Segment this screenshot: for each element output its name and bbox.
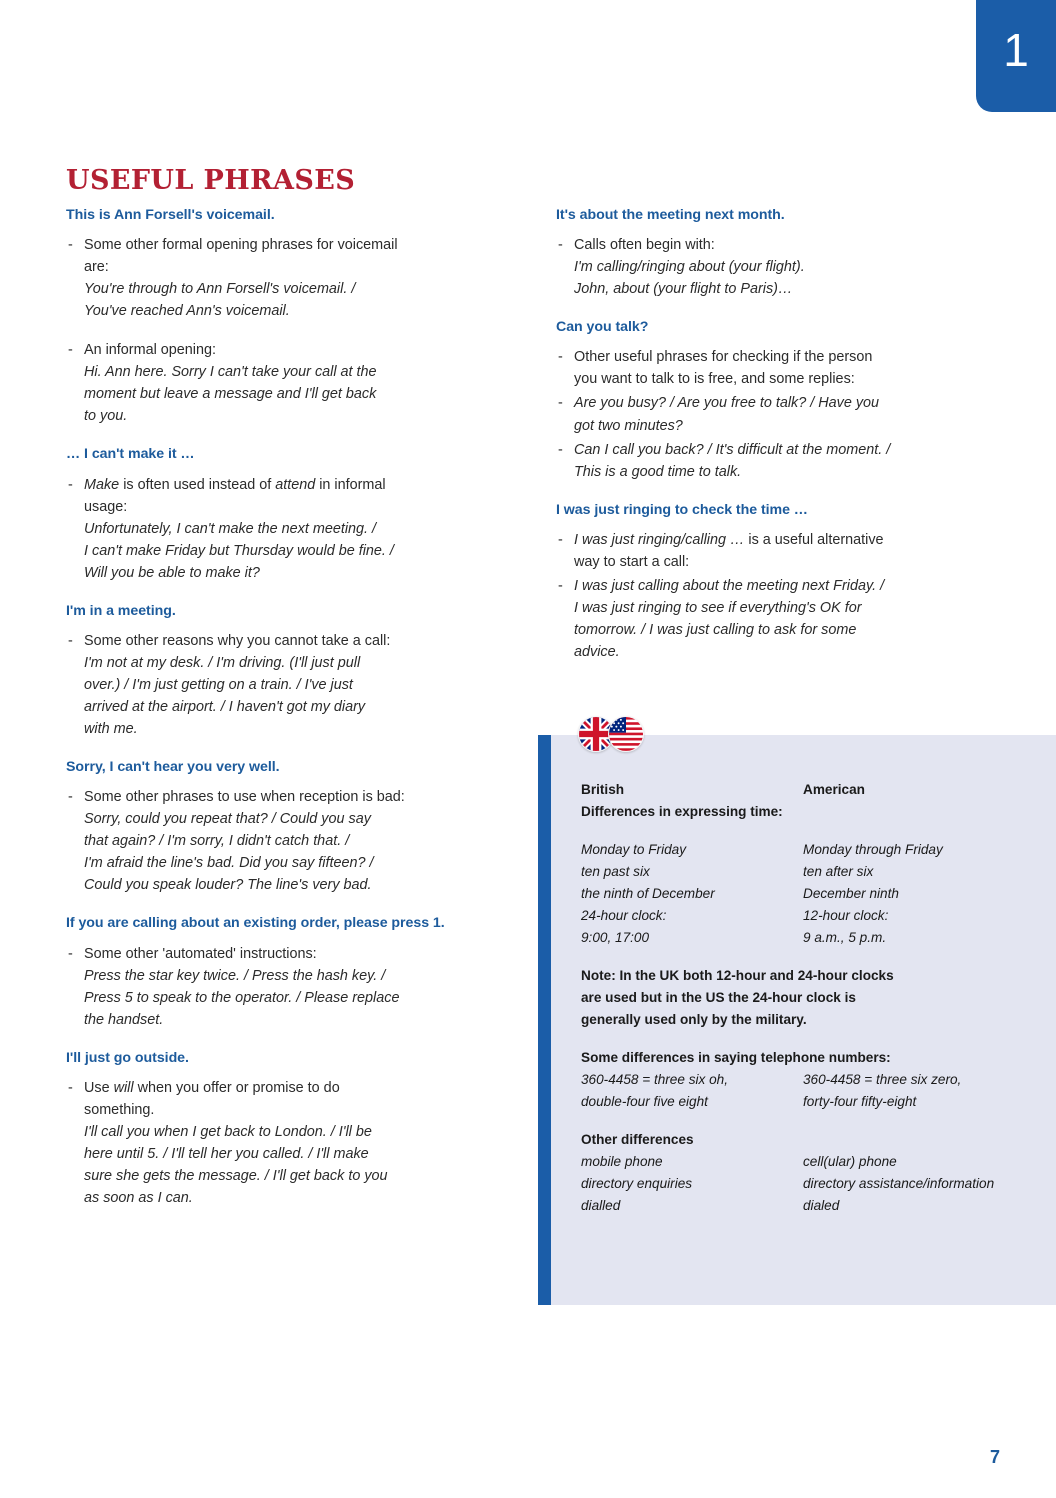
section-heading: Can you talk? bbox=[556, 319, 649, 336]
text-line: Can I call you back? / It's difficult at the moment. / bbox=[574, 441, 891, 458]
item-text bbox=[574, 439, 989, 483]
list-item bbox=[66, 339, 499, 427]
note-line: Note: In the UK both 12-hour and 24-hour clocks bbox=[581, 967, 894, 983]
text-line: Hi. Ann here. Sorry I can't take your call at the bbox=[84, 364, 377, 381]
list-item bbox=[66, 474, 499, 584]
page-title: USEFUL PHRASES bbox=[66, 165, 356, 197]
text-line: advice. bbox=[574, 643, 620, 660]
content-section bbox=[66, 205, 499, 322]
text-line: Some other reasons why you cannot take a call: bbox=[84, 632, 391, 649]
section-heading: Sorry, I can't hear you very well. bbox=[66, 759, 280, 776]
page-number: 7 bbox=[989, 1447, 1000, 1467]
american-time-value: 9 a.m., 5 p.m. bbox=[803, 929, 887, 945]
text-line: I'm calling/ringing about (your flight). bbox=[574, 259, 805, 276]
comparison-row bbox=[581, 883, 1038, 905]
item-text bbox=[84, 339, 499, 427]
phrase-list bbox=[556, 346, 989, 482]
british-time-value: ten past six bbox=[581, 863, 650, 879]
text-line: Other useful phrases for checking if the person bbox=[574, 349, 873, 366]
text-line: that again? / I'm sorry, I didn't catch that. / bbox=[84, 833, 350, 850]
text-line: Some other phrases to use when reception is bad: bbox=[84, 789, 405, 806]
comparison-row bbox=[581, 927, 1038, 949]
phrase-list bbox=[66, 630, 499, 740]
list-item bbox=[556, 575, 989, 663]
phrase-list bbox=[66, 339, 499, 427]
text-line: I was just ringing/calling … is a useful alternative bbox=[574, 531, 884, 548]
content-section bbox=[66, 601, 499, 740]
left-column bbox=[66, 205, 499, 1209]
dash-bullet-icon: - bbox=[68, 476, 73, 493]
item-text bbox=[84, 1077, 499, 1209]
british-term: dialled bbox=[581, 1197, 621, 1213]
text-line: I'm not at my desk. / I'm driving. (I'll just pull bbox=[84, 654, 361, 671]
british-phone-value: double-four five eight bbox=[581, 1093, 708, 1109]
text-line: Some other formal opening phrases for voicemail bbox=[84, 237, 398, 254]
unit-number-tab bbox=[976, 0, 1056, 112]
text-line: Will you be able to make it? bbox=[84, 564, 260, 581]
note-line: are used but in the US the 24-hour clock is bbox=[581, 989, 856, 1005]
phrase-list bbox=[66, 234, 499, 322]
comparison-row bbox=[581, 861, 1038, 883]
content-section bbox=[66, 444, 499, 583]
american-time-value: December ninth bbox=[803, 885, 899, 901]
dash-bullet-icon: - bbox=[68, 237, 73, 254]
list-item bbox=[556, 392, 989, 436]
list-item bbox=[66, 943, 499, 1031]
content-section bbox=[66, 913, 499, 1030]
item-text bbox=[84, 630, 499, 740]
text-line: Sorry, could you repeat that? / Could you say bbox=[84, 811, 371, 828]
british-term: directory enquiries bbox=[581, 1175, 693, 1191]
section-heading: If you are calling about an existing order, please press 1. bbox=[66, 915, 445, 932]
text-line: Could you speak louder? The line's very bad. bbox=[84, 877, 372, 894]
text-line: Press the star key twice. / Press the hash key. / bbox=[84, 967, 386, 984]
text-line: I can't make Friday but Thursday would be fine. / bbox=[84, 542, 394, 559]
dash-bullet-icon: - bbox=[68, 342, 73, 359]
section-heading: I'm in a meeting. bbox=[66, 602, 176, 619]
content-section bbox=[556, 317, 989, 482]
list-item bbox=[556, 346, 989, 390]
text-line: over.) / I'm just getting on a train. / I've just bbox=[84, 676, 353, 693]
list-item bbox=[556, 529, 989, 573]
british-time-value: the ninth of December bbox=[581, 885, 715, 901]
list-item bbox=[66, 234, 499, 322]
text-line: something. bbox=[84, 1101, 155, 1118]
dash-bullet-icon: - bbox=[558, 395, 563, 412]
section-heading: This is Ann Forsell's voicemail. bbox=[66, 207, 275, 223]
unit-number-label: 1 bbox=[1003, 24, 1029, 76]
comparison-row bbox=[581, 1091, 1038, 1113]
item-text bbox=[84, 234, 499, 322]
list-item bbox=[556, 439, 989, 483]
text-line: Make is often used instead of attend in informal bbox=[84, 476, 386, 493]
dash-bullet-icon: - bbox=[68, 789, 73, 806]
dash-bullet-icon: - bbox=[68, 945, 73, 962]
text-line: as soon as I can. bbox=[84, 1189, 193, 1206]
spacer bbox=[581, 1113, 1038, 1129]
british-time-value: 9:00, 17:00 bbox=[581, 929, 650, 945]
time-differences-title: Differences in expressing time: bbox=[581, 803, 783, 819]
comparison-row bbox=[581, 905, 1038, 927]
phrase-list bbox=[66, 943, 499, 1031]
dash-bullet-icon: - bbox=[558, 349, 563, 366]
american-time-value: Monday through Friday bbox=[803, 841, 943, 857]
text-line: An informal opening: bbox=[84, 342, 216, 359]
american-phone-value: forty-four fifty-eight bbox=[803, 1093, 917, 1109]
british-phone-value: 360-4458 = three six oh, bbox=[581, 1071, 728, 1087]
spacer bbox=[581, 1031, 1038, 1047]
british-column-header: British bbox=[581, 782, 625, 797]
content-section bbox=[66, 757, 499, 896]
text-line: you want to talk to is free, and some replies: bbox=[574, 371, 855, 388]
text-line: sure she gets the message. / I'll get back to you bbox=[84, 1167, 388, 1184]
text-line: I'll call you when I get back to London. / I'll be bbox=[84, 1123, 372, 1140]
section-heading: I was just ringing to check the time … bbox=[556, 501, 808, 518]
flag-badges bbox=[578, 716, 648, 752]
phrase-list bbox=[556, 529, 989, 663]
american-time-value: 12-hour clock: bbox=[803, 907, 889, 923]
text-line: Calls often begin with: bbox=[574, 237, 715, 254]
american-term: cell(ular) phone bbox=[803, 1153, 897, 1169]
british-time-value: 24-hour clock: bbox=[581, 907, 667, 923]
comparison-row bbox=[581, 779, 1038, 801]
item-text bbox=[84, 474, 499, 584]
american-column-header: American bbox=[803, 782, 865, 797]
american-phone-value: 360-4458 = three six zero, bbox=[803, 1071, 962, 1087]
phrase-list bbox=[66, 474, 499, 584]
content-section bbox=[556, 205, 989, 300]
text-line: Use will when you offer or promise to do bbox=[84, 1079, 340, 1096]
phrase-list bbox=[66, 1077, 499, 1209]
content-section bbox=[66, 1048, 499, 1209]
note-line: generally used only by the military. bbox=[581, 1011, 807, 1027]
british-time-value: Monday to Friday bbox=[581, 841, 687, 857]
american-term: directory assistance/information bbox=[803, 1175, 995, 1191]
dash-bullet-icon: - bbox=[68, 1079, 73, 1096]
text-line: way to start a call: bbox=[574, 553, 690, 570]
phrase-list bbox=[556, 234, 989, 300]
item-text bbox=[574, 234, 989, 300]
text-line: arrived at the airport. / I haven't got my diary bbox=[84, 698, 366, 715]
section-heading: … I can't make it … bbox=[66, 446, 195, 463]
other-differences-title: Other differences bbox=[581, 1131, 694, 1147]
dash-bullet-icon: - bbox=[558, 237, 563, 254]
text-line: John, about (your flight to Paris)… bbox=[574, 281, 793, 298]
text-line: usage: bbox=[84, 498, 128, 515]
item-text bbox=[84, 943, 499, 1031]
british-american-info-box bbox=[538, 735, 1056, 1305]
dash-bullet-icon: - bbox=[558, 577, 563, 594]
dash-bullet-icon: - bbox=[68, 632, 73, 649]
text-line: I'm afraid the line's bad. Did you say fifteen? / bbox=[84, 855, 374, 872]
text-line: here until 5. / I'll tell her you called. / I'll make bbox=[84, 1145, 369, 1162]
dash-bullet-icon: - bbox=[558, 531, 563, 548]
british-term: mobile phone bbox=[581, 1153, 663, 1169]
item-text bbox=[84, 786, 499, 896]
text-line: I was just calling about the meeting next Friday. / bbox=[574, 577, 885, 594]
text-line: This is a good time to talk. bbox=[574, 463, 742, 480]
dash-bullet-icon: - bbox=[558, 441, 563, 458]
item-text bbox=[574, 575, 989, 663]
phone-numbers-title: Some differences in saying telephone numbers: bbox=[581, 1049, 891, 1065]
text-line: Press 5 to speak to the operator. / Please replace bbox=[84, 989, 400, 1006]
american-term: dialed bbox=[803, 1197, 840, 1213]
comparison-row bbox=[581, 1173, 1038, 1195]
item-text bbox=[574, 392, 989, 436]
item-text bbox=[574, 529, 989, 573]
content-section bbox=[556, 500, 989, 663]
list-item bbox=[66, 630, 499, 740]
section-heading: I'll just go outside. bbox=[66, 1049, 189, 1066]
text-line: the handset. bbox=[84, 1011, 164, 1028]
us-flag-icon bbox=[608, 716, 644, 752]
text-line: moment but leave a message and I'll get back bbox=[84, 386, 377, 403]
text-line: You've reached Ann's voicemail. bbox=[84, 303, 290, 320]
text-line: tomorrow. / I was just calling to ask for some bbox=[574, 621, 857, 638]
text-line: with me. bbox=[84, 721, 138, 737]
comparison-row bbox=[581, 1195, 1038, 1217]
item-text bbox=[574, 346, 989, 390]
phrase-list bbox=[66, 786, 499, 896]
american-time-value: ten after six bbox=[803, 863, 874, 879]
content-section bbox=[66, 339, 499, 427]
comparison-row bbox=[581, 839, 1038, 861]
text-line: Are you busy? / Are you free to talk? / Have you bbox=[574, 395, 880, 412]
text-line: to you. bbox=[84, 408, 128, 425]
text-line: I was just ringing to see if everything's OK for bbox=[574, 599, 862, 616]
text-line: got two minutes? bbox=[574, 417, 683, 434]
text-line: You're through to Ann Forsell's voicemail. / bbox=[84, 281, 356, 298]
spacer bbox=[581, 949, 1038, 965]
text-line: are: bbox=[84, 259, 109, 276]
right-column bbox=[556, 205, 989, 663]
text-line: Unfortunately, I can't make the next meeting. / bbox=[84, 520, 377, 537]
list-item bbox=[66, 1077, 499, 1209]
comparison-row bbox=[581, 1151, 1038, 1173]
text-line: Some other 'automated' instructions: bbox=[84, 945, 317, 962]
section-heading: It's about the meeting next month. bbox=[556, 207, 785, 223]
spacer bbox=[581, 823, 1038, 839]
comparison-row bbox=[581, 1069, 1038, 1091]
list-item bbox=[556, 234, 989, 300]
list-item bbox=[66, 786, 499, 896]
